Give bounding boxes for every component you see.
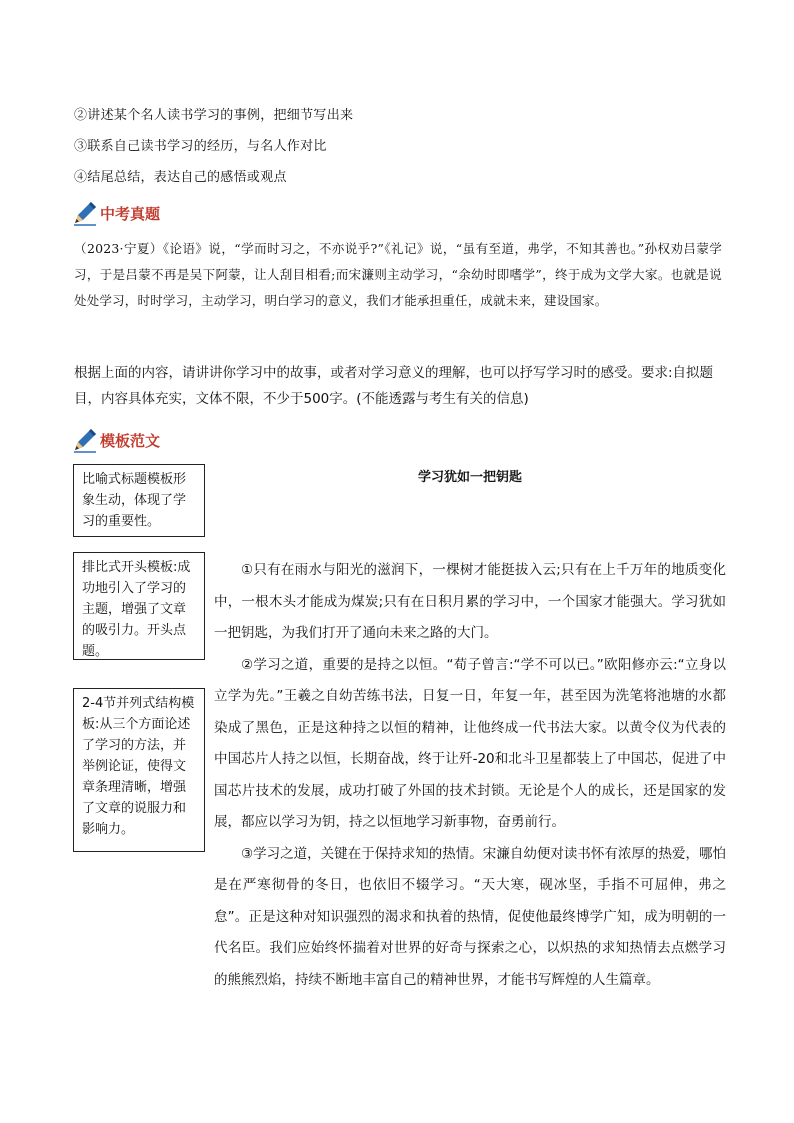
exam-prompt <box>74 360 724 412</box>
step-2: ②讲述某个名人读书学习的事例，把细节写出来 <box>74 108 354 123</box>
pencil-icon <box>72 200 98 226</box>
template-heading <box>72 427 160 453</box>
template-heading-text: 模板范文 <box>100 431 161 450</box>
exam-heading <box>72 200 160 226</box>
note-opening-comment: 排比式开头模板:成功地引入了学习的主题，增强了文章的吸引力。开头点题。 <box>73 552 205 660</box>
step-4: ④结尾总结，表达自己的感悟或观点 <box>74 170 287 185</box>
step-3: ③联系自己读书学习的经历，与名人作对比 <box>74 139 327 154</box>
exam-passage-text: （2023·宁夏）《论语》说，“学而时习之，不亦说乎?”《礼记》说，“虽有至道，弗学，不知其善也。”孙权劝吕蒙学习，于是吕蒙不再是吴下阿蒙，让人刮目相看;而宋濂则主动学习，“余幼时即嗜学”，终于成为文学大家。也就是说处处学习，时时学习，主动学习，明白学习的意义，我们才能承担重任，成就未来，建设国家。 <box>74 241 722 308</box>
note-title-comment: 比喻式标题模板形象生动，体现了学习的重要性。 <box>73 464 205 537</box>
essay-paragraph: ②学习之道，重要的是持之以恒。“荀子曾言:“学不可以已。”欧阳修亦云:“立身以立学为先。”王羲之自幼苦练书法，日复一日，年复一年，甚至因为洗笔将池塘的水都染成了黑色，正是这种持之以恒的精神，让他终成一代书法大家。以黄令仪为代表的中国芯片人持之以恒，长期奋战，终于让歼-20和北斗卫星都装上了中国芯，促进了中国芯片技术的发展，成功打破了外国的技术封锁。无论是个人的成长，还是国家的发展，都应以学习为钥，持之以恒地学习新事物，奋勇前行。 <box>214 656 726 830</box>
exam-prompt-text: 根据上面的内容，请讲讲你学习中的故事，或者对学习意义的理解，也可以抒写学习时的感受。要求:自拟题目，内容具体充实，文体不限，不少于500字。(不能透露与考生有关的信息) <box>74 365 714 407</box>
note-structure-comment: 2-4节并列式结构模板:从三个方面论述了学习的方法，并举例论证，使得文章条理清晰，增强了文章的说服力和影响力。 <box>73 688 205 852</box>
exam-passage <box>74 236 722 314</box>
essay-title: 学习犹如一把钥匙 <box>417 470 522 485</box>
pencil-icon <box>72 427 98 453</box>
essay-body <box>214 555 726 996</box>
exam-heading-text: 中考真题 <box>100 204 161 223</box>
essay-paragraph: ③学习之道，关键在于保持求知的热情。宋濂自幼便对读书怀有浓厚的热爱，哪怕是在严寒彻骨的冬日，也依旧不辍学习。“天大寒，砚冰坚，手指不可屈伸，弗之怠”。正是这种对知识强烈的渴求和执着的热情，促使他最终博学广知，成为明朝的一代名臣。我们应始终怀揣着对世界的好奇与探索之心，以炽热的求知热情去点燃学习的熊熊烈焰，持续不断地丰富自己的精神世界，才能书写辉煌的人生篇章。 <box>214 845 726 988</box>
essay-paragraph: ①只有在雨水与阳光的滋润下，一棵树才能挺拔入云;只有在上千万年的地质变化中，一根木头才能成为煤炭;只有在日积月累的学习中，一个国家才能强大。学习犹如一把钥匙，为我们打开了通向未来之路的大门。 <box>214 562 726 641</box>
